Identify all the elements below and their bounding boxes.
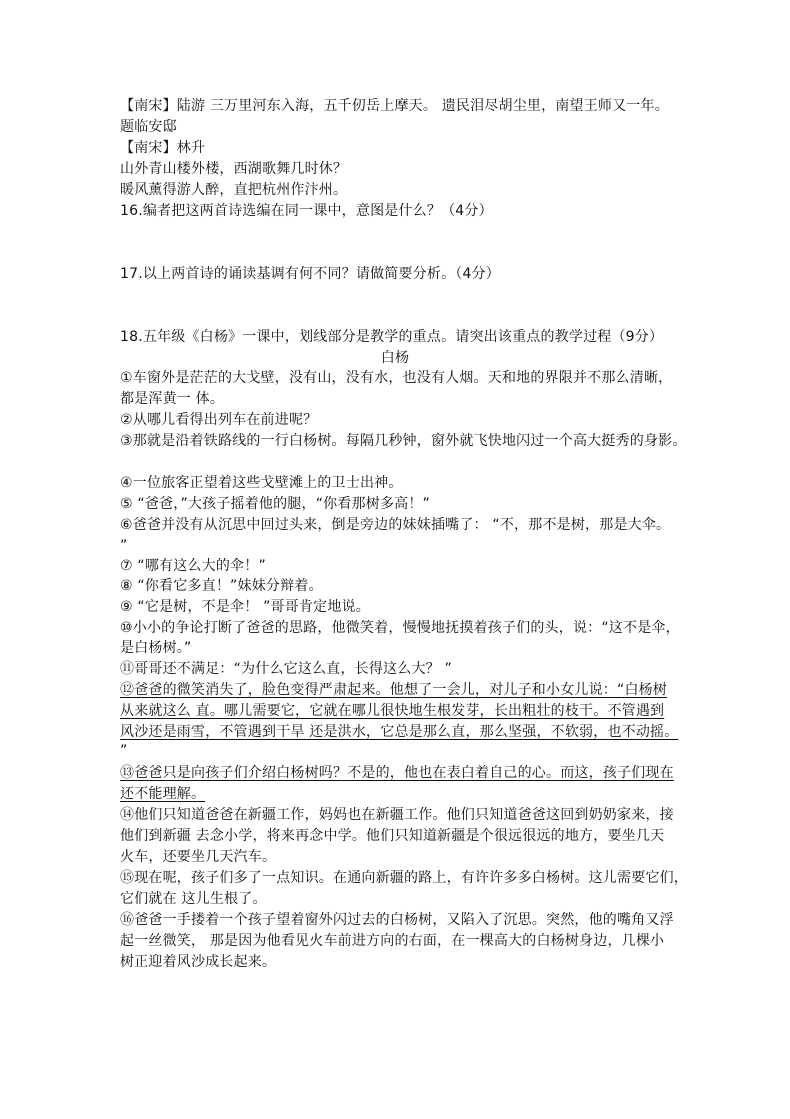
poem1-line: 【南宋】陆游 三万里河东入海，五千仞岳上摩天。 遗民泪尽胡尘里，南望王师又一年。 [120,98,669,114]
poem2-author: 【南宋】林升 [120,140,206,156]
poem2-title: 题临安邸 [120,119,177,135]
text-line: 它们就在 这儿生根了。 [120,891,267,907]
text-line: ①车窗外是茫茫的大戈壁，没有山，没有水，也没有人烟。天和地的界限并不那么清晰， [120,370,673,386]
poem2-line-2: 暖风薰得游人醉，直把杭州作汴州。 [120,182,348,198]
text-line: ⑯爸爸一手搂着一个孩子望着窗外闪过去的白杨树，又陷入了沉思。突然，他的嘴角又浮 [120,912,674,928]
text-line: ⑨ “它是树，不是伞！ ”哥哥肯定地说。 [120,599,370,615]
text-line: 火车，还要坐几天汽车。 [120,849,277,865]
text-line: 都是浑黄一 体。 [120,391,225,407]
text-line: ” [120,743,128,759]
underlined-line: ⑬爸爸只是向孩子们介绍白杨树吗？不是的，他也在表白着自己的心。而这，孩子们现在 [120,765,674,781]
text-line: ⑭他们只知道爸爸在新疆工作，妈妈也在新疆工作。他们只知道爸爸这回到奶奶家来，接 [120,807,674,823]
text-line: 起一丝微笑， 那是因为他看见火车前进方向的右面，在一棵高大的白杨树身边，几棵小 [120,933,665,949]
underlined-line: 还不能理解。 [120,786,206,802]
underlined-line: ⑫爸爸的微笑消失了，脸色变得严肃起来。他想了一会儿，对儿子和小女儿说：“白杨树 [120,682,668,698]
question-18: 18.五年级《白杨》一课中，划线部分是教学的重点。请突出该重点的教学过程（9分） [120,329,664,345]
text-line: ④一位旅客正望着这些戈壁滩上的卫士出神。 [120,475,403,491]
poem2-line-1: 山外青山楼外楼，西湖歌舞几时休？ [120,161,348,177]
question-17: 17.以上两首诗的诵读基调有何不同？请做简要分析。（4分） [120,266,500,282]
text-line: 是白杨树。” [120,640,192,656]
text-line: ⑪哥哥还不满足：“为什么它这么直，长得这么大？ ” [120,661,452,677]
text-line: ⑩小小的争论打断了爸爸的思路，他微笑着，慢慢地抚摸着孩子们的头，说：“这不是伞， [120,620,680,636]
text-line: ⑥爸爸并没有从沉思中回过头来，倒是旁边的妹妹插嘴了： “不，那不是树，那是大伞。 [120,517,671,533]
text-line: ⑮现在呢，孩子们多了一点知识。在通向新疆的路上，有许许多多白杨树。这儿需要它们， [120,870,688,886]
underlined-line: 风沙还是雨雪，不管遇到干旱 还是洪水，它总是那么直，那么坚强，不软弱，也不动摇。 [120,724,679,740]
text-line: ②从哪儿看得出列车在前进呢？ [120,412,318,428]
underlined-line: 从来就这么 直。哪儿需要它，它就在哪儿很快地生根发芽，长出粗壮的枝干。不管遇到 [120,703,665,719]
question-16: 16.编者把这两首诗选编在同一课中，意图是什么？（4分） [120,203,493,219]
text-line: ⑦ “哪有这么大的伞！” [120,558,266,574]
text-title: 白杨 [380,350,410,366]
text-line: ③那就是沿着铁路线的一行白杨树。每隔几秒钟，窗外就飞快地闪过一个高大挺秀的身影。 [120,433,687,449]
text-line: ⑧ “你看它多直！”妹妹分辩着。 [120,578,323,594]
text-line: ” [120,538,128,554]
text-line: 他们到新疆 去念小学，将来再念中学。他们只知道新疆是个很远很远的地方，要坐几天 [120,828,665,844]
text-line: ⑤ “爸爸，”大孩子摇着他的腿，“你看那树多高！” [120,496,431,512]
text-line: 树正迎着风沙成长起来。 [120,954,277,970]
